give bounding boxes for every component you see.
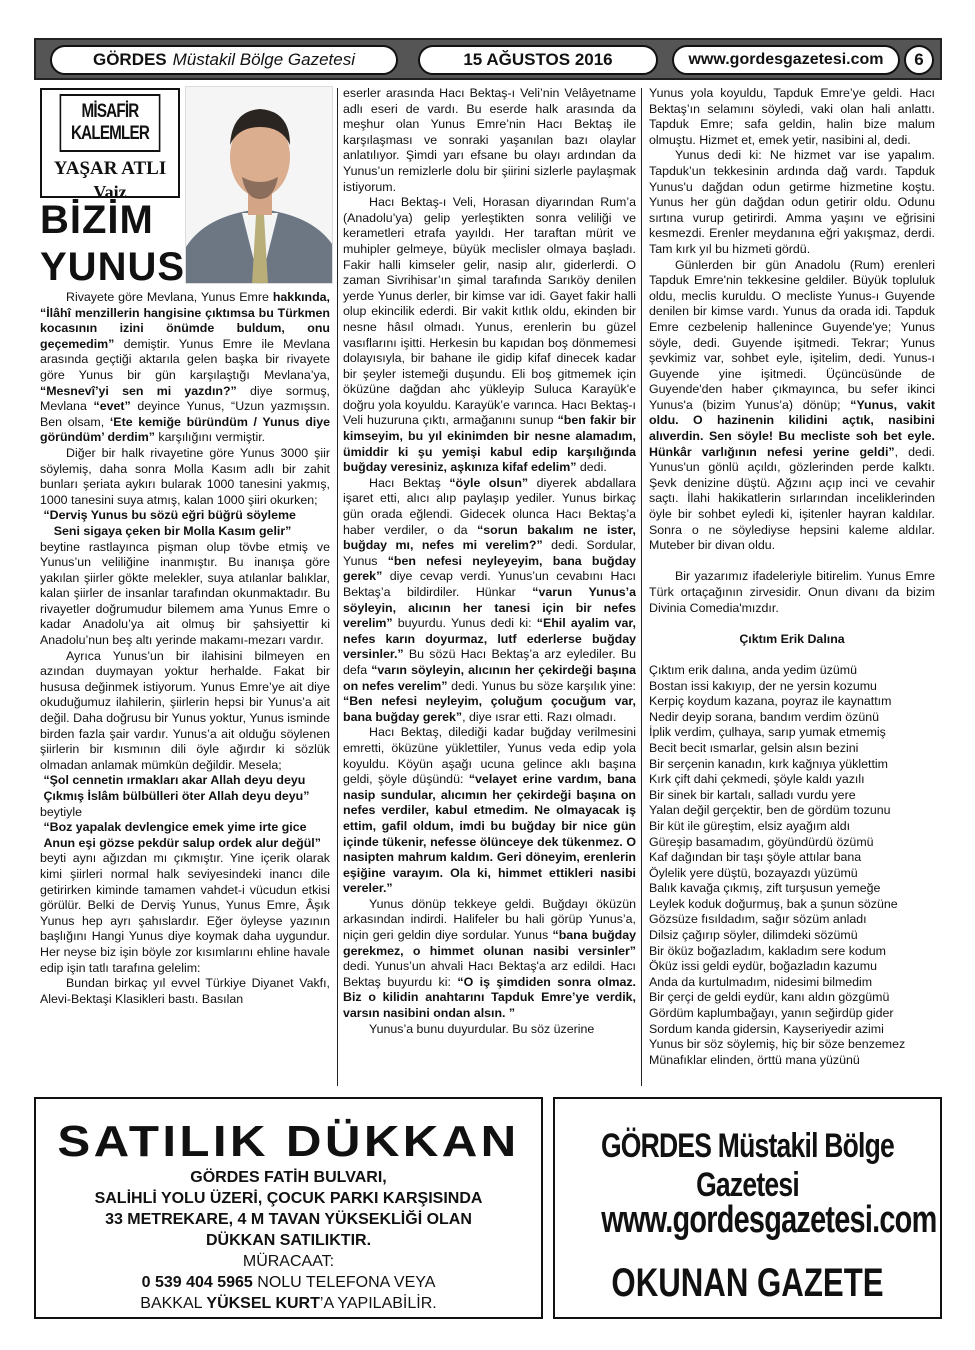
quote: “Derviş Yunus bu sözü eğri büğrü söyleme Seni sigaya çeken bir Molla Kasım gelir” — [40, 508, 296, 538]
byline-box — [40, 88, 180, 202]
ad-text: ’A YAPILABİLİR. — [319, 1295, 437, 1312]
poem-title: Çıktım Erik Dalına — [739, 631, 845, 646]
paper-promo-ad — [553, 1097, 942, 1319]
paragraph: Diğer bir halk rivayetine göre Yunus 3000 şiir söylemiş, daha sonra Molla Kasım adlı bir zahit bunları şeriata aykırı bularak 1000 tanesini yakmış, 1000 tanesini suya atmış, kalan 1000 şiiri okurken; — [40, 445, 330, 507]
promo-paper-name: GÖRDES Müstakil Bölge Gazetesi — [600, 1127, 895, 1204]
paragraph: Rivayete göre Mevlana, Yunus Emre hakkında, “İlâhî menzillerin hangisine çıktımsa bu Türkmen kocasının izini önümde buldum, onu geçemedim” demiştir. Yunus Emre ile Mevlana arasında geçtiği aktarıla gelen başka bir rivayete göre Yunus bir gün karşılaştığı Mevlana’ya, “Mesnevî’yi sen mi yazdın?” diye sormuş, Mevlana “evet” deyince Yunus, “Uzun yazmışsın. Ben olsam, ‘Ete kemiğe büründüm / Yunus diye göründüm’ derdim” karşılığını vermiştir. — [40, 290, 330, 445]
paragraph: Ayrıca Yunus’un bir ilahisini bilmeyen en azından duymayan yoktur herhalde. Fakat bir hususa değinmek istiyorum. Yunus Emre’ye ait diye okuduğumuz ilahilerin, şiirlerin hepsi bir Yunus’a ait değil. Daha doğrusu bir Yunus yoktur, Yunus isminde birden fazla şair vardır. Yunus’a ait olduğu söylenen şiirlerin bir kısmının dili öyle ağırdır ki sözlük olmadan anlamak mümkün değildir. Mesela; — [40, 648, 330, 772]
quote: “Boz yapalak devlengice emek yime irte gice Anun eşi gözse pekdür salup ordek alur değül” — [40, 820, 321, 850]
paper-name-pill — [50, 45, 398, 75]
paragraph: Yunus’a bunu duyurdular. Bu söz üzerine — [369, 1021, 595, 1036]
author-name: YAŞAR ATLI — [53, 158, 167, 179]
article-column-1 — [40, 290, 330, 1086]
ad-line: 33 METREKARE, 4 M TAVAN YÜKSEKLİĞİ OLAN — [105, 1211, 472, 1228]
spacer — [649, 554, 935, 570]
website-pill: www.gordesgazetesi.com — [672, 45, 900, 75]
article-title-line1: BİZİM — [40, 198, 154, 242]
author-role: Vaiz — [93, 182, 127, 202]
page-header — [34, 38, 942, 80]
ad-line: DÜKKAN SATILIKTIR. — [205, 1232, 372, 1249]
promo-website: www.gordesgazetesi.com — [601, 1199, 937, 1241]
ad-contact-name: YÜKSEL KURT — [206, 1295, 320, 1312]
article-title-line2: YUNUS — [40, 245, 186, 289]
paragraph: Yunus yola koyuldu, Tapduk Emre’ye geldi. Hacı Bektaş’ın selamını söyledi, vaki olan hali anlattı. Tapduk Emre; safa geldin, halin bize malum olmuştu. Hizmet et, emek yetir, nasibini al, dedi. — [649, 86, 935, 147]
article-column-3 — [649, 86, 935, 1086]
paragraph: eserler arasında Hacı Bektaş-ı Veli’nin Velâyetname adlı eseri de vardı. Bu eserde halk arasında da meşhur olan Yunus Emre’nin Hacı Bektaş ile karşılaşması ve sonraki yaşanılan bazı olaylar anlatılıyor. Şimdi yarı efsane bu olayı ardından da Yunus’un remizlerle dolu bir şiirini sizlerle paylaşmak istiyorum. — [343, 86, 636, 194]
paragraph: Yunus dönüp tekkeye geldi. Buğdayı öküzün arkasından indirdi. Halifeler bu hali görüp Yunus’a, niçin geri geldin diye sordular. Yunus “bana buğday gerekmez, o himmet olunan nasibi versinler” dedi. Yunus’un ahvali Hacı Bektaş'a arz edildi. Hacı Bektaş buyurdu ki: “O iş şimdiden sonra olmaz. Biz o kilidin anahtarını Tapduk Emre’ye verdik, varsın nasibini ondan alsın. ” — [343, 896, 636, 1021]
paragraph: Yunus dedi ki: Ne hizmet var ise yapalım. Tapduk’un tekkesinin ardında dağ vardı. Tapduk Yunus'u dağdan odun getirme hizmetine koştu. Yunus her gün dağdan odun getirir oldu. Odunu sırtına vurup getirirdi. Amma yaşını ve eğrisini kesmezdi. Erenler meydanına eğri yakışmaz, derdi. Tam kırk yıl bu hizmeti gördü. — [649, 148, 935, 256]
paragraph: beytine rastlayınca pişman olup tövbe etmiş ve Yunus’un veliliğine inanmıştır. Bu inanışa göre yakılan şiirler gökte melekler, suya atılanlar balıklar, kalan şiirler de insanlar tarafından okunmaktadır. Bu rivayetler doğrumudur bilemem ama Yunus Emre o kadar Anadolu’ya ait olmuş bir şahsiyettir ki Anadolu’nun beş altı yerinde makamı-mezarı vardır. — [40, 539, 330, 648]
ad-contact-line — [36, 1272, 541, 1293]
paragraph: beytiyle — [40, 804, 83, 819]
column-divider — [641, 88, 642, 1086]
ad-line: GÖRDES FATİH BULVARI, — [190, 1169, 387, 1186]
ad-phone: 0 539 404 5965 — [141, 1274, 253, 1291]
ad-body — [36, 1167, 541, 1314]
poem: Çıktım erik dalına, anda yedim üzümü Bostan issi kakıyıp, der ne yersin kozumu Kerpiç koydum kazana, poyraz ile kaynattım Nedir deyip sorana, bandım verdim özünü İplik verdim, çulhaya, sarıp yumak etmemiş Becit becit ısmarlar, gelsin alsın bezini Bir serçenin kanadın, kırk kağnıya yüklettim Kırk çift dahi çekmedi, şöyle kaldı yazılı Bir sinek bir kartalı, salladı vurdu yere Yalan değil gerçektir, ben de gördüm tozunu Bir küt ile güreştim, elsiz ayağım aldı Güreşip basamadım, göyündürdü özümü Kaf dağından bir taşı şöyle attılar bana Öylelik yere düştü, bozayazdı yüzümü Balık kavağa çıkmış, zift turşusun yemeğe Leylek koduk doğurmuş, bak a şunun sözüne Gözsüze fısıldadım, sağır sözüm anladı Dilsiz çağırıp söyler, dilimdeki sözümü Bir öküz boğazladım, kakladım sere kodum Öküz issi geldi eydür, boğazladın kazumu Anda da kurtulmadım, nidesimi bilmedim Bir çerçi de geldi eydür, kanı aldın gözgümü Gördüm kaplumbağayı, yanın seğirdüp gider Sordum kanda gidersin, Kayseriyedir azimi Yunus bir söz söylemiş, hiç bir söze benzemez Münafıklar elinden, örttü mana yüzünü — [649, 662, 906, 1067]
ad-line: MÜRACAAT: — [242, 1253, 335, 1270]
paper-name: GÖRDES — [92, 50, 167, 69]
ad-text: BAKKAL — [140, 1295, 207, 1312]
article-column-2 — [343, 86, 636, 1086]
ad-contact-line — [36, 1293, 541, 1314]
paragraph: Hacı Bektaş-ı Veli, Horasan diyarından Rum’a (Anadolu’ya) gelip yerleştikten sonra veliliği ve kerametleri etrafa yayıldı. Her taraftan mürit ve muhipler gelmeye, büyük meclisler olmaya başladı. Fakir halli kimseler gelir, nasip alır, giderlerdi. O zaman Sivrihisar’ın şimal tarafında Sarıköy denilen yerde Yunus derler, bir kimse var idi. Gayet fakir halli olup ekincilik ederdi. Bir vakit kıtlık oldu, ekinden bir nesne hâsıl olmadı. Yunus, erenlerin bu güzel vasıflarını işitti. Herkesin bu kapıdan boş dönmemesi dolayısıyla, bir bahane ile gidip kifaf dinecek kadar bir şeyler istemeği duşundu. Eli boş gitmemek için öküzüne dağdan ahc yükleyip Suluca Karayük'e doğru yola koyuldu. Karayük’e varınca. Hacı Bektaş-ı Veli huzuruna çıktı, armağanını sunup “ben fakir bir kimseyim, bu yıl ekinimden bir nesne alamadım, ümiddir ki şu yemişi kabul edip karşılığında buğday veresiniz, aşkınıza kifaf edelim” dedi. — [343, 195, 636, 475]
paragraph: Hacı Bektaş, dilediği kadar buğday verilmesini emretti, öküzüne yüklettiler, Yunus veda edip yola koyuldu. Köyün aşağı ucuna gelince aklı başına geldi, şöyle düşündü: “velayet erine vardım, bana nasip sundular, alıcımın her çekirdeği başına on nefes verdiler, kabul etmedim. Ne olmayacak iş ettim, gafil oldum, imdi bu buğday bir nice gün içinde tükenir, nefesse ölünceye dek tükenmez. O nasipten mahrum kaldım. Geri döneyim, erenlerin eşiğine varayım. Ola ki, himmet ettikleri nasibi vereler.” — [343, 725, 636, 896]
quote: “Şol cennetin ırmakları akar Allah deyu deyu Çıkmış İslâm bülbülleri öter Allah deyu deyu” — [40, 773, 310, 803]
section-label: MİSAFİR KALEMLER — [60, 94, 161, 152]
paragraph: beyti aynı ağızdan mı çıkmıştır. Yine içerik olarak kimi şiirleri normal halk seviyesindeki inancı dile getirirken kiminde tamamen vahdet-i vücudun etkisi görülür. Belki de Derviş Yunus, Yunus Emre, Âşık Yunus hep ayrı şahıslardır. Eğer öyleyse yazının başlığını Hangi Yunus diye koymak daha uygundur. Her neyse biz işin böyle zor kısımlarını ehline havale edip işin tatlı tarafına gelelim: — [40, 851, 330, 975]
page-number: 6 — [904, 45, 934, 75]
paragraph: Günlerden bir gün Anadolu (Rum) erenleri Tapduk Emre'nin tekkesine geldiler. Büyük topluluk oldu, meclis kuruldu. O mecliste Yunus-ı Guyende denilen bir kimse vardı. Yunus da orada idi. Tapduk Emre cezbelenip hallenince Guyende'ye; Yunus söyle, dedi. Guyende işitmedi. Tekrar; Yunus şevkimiz var, sohbet eyle, işitelim, dedi. Yunus-ı Guyende yine işitmedi. Üçüncüsünde de Guyende'den haber çıkmayınca, bu sefer ikinci Yunus'a (bizim Yunus’a) dönüp; “Yunus, vakit oldu. O hazinenin kilidini açtık, nasibini alıverdin. Sen söyle! Bu mecliste soh bet eyle. Hünkâr varlığının nefesi yerine geldi”, dedi. Yunus'un gönlü açıldı, gözlerinden perde kalktı. Şevk denizine düştü. Ağzını açıp inci ve cevahir saçtı. İlahi hakikatlerin sırlarından inceliklerinden öyle bir sohbet eyledi ki, işitenler hayran kaldılar. Sonra o ne söylediyse hepsini kaleme aldılar. Muteber bir divan oldu. — [649, 257, 935, 553]
shop-for-sale-ad — [34, 1097, 543, 1319]
ad-text: NOLU TELEFONA VEYA — [252, 1274, 436, 1291]
paper-subtitle: Müstakil Bölge Gazetesi — [172, 50, 356, 69]
spacer — [649, 647, 935, 663]
date-pill: 15 AĞUSTOS 2016 — [418, 45, 658, 75]
author-photo — [185, 86, 333, 284]
ad-headline: SATILIK DÜKKAN — [57, 1117, 520, 1166]
author-portrait — [186, 87, 333, 284]
paragraph: Bir yazarımız ifadeleriyle bitirelim. Yunus Emre Türk ortaçağının zirvesidir. Onun divanı da bizim Divinia Comedia'mızdır. — [649, 569, 935, 615]
column-divider — [337, 88, 338, 1086]
paragraph: Hacı Bektaş “öyle olsun” diyerek abdallara işaret etti, alıcı alıp paylaşıp yediler. Yunus birkaç gün orada eğlendi. Gidecek olunca Hacı Bektaş’a haber verdiler, o da “sorun bakalım ne ister, buğday mı, nefes mi verelim?” dedi. Sordular, Yunus “ben nefesi neyleyeyim, bana buğday gerek” diye cevap verdi. Yunus’un cevabını Hacı Bektaş’a bildirdiler. Hünkar “varun Yunus’a söyleyin, alıcının her tanesi için bir nefes verelim” buyurdu. Yunus dedi ki: “Ehil ayalim var, nefes karın doyurmaz, lutf ederlerse buğday versinler.” Bu sözü Hacı Bektaş’a arz eylediler. Bu defa “varın söyleyin, alıcının her çekirdeği başına on nefes verelim” dedi. Yunus bu söze karşılık yine: “Ben nefesi neyleyim, çoluğum çocuğum var, bana buğday gerek”, diye ısrar etti. Razı olmadı. — [343, 475, 636, 724]
spacer — [649, 616, 935, 632]
paragraph: Bundan birkaç yıl evvel Türkiye Diyanet Vakfı, Alevi-Bektaşi Klasikleri bastı. Basılan — [40, 976, 330, 1006]
promo-slogan: OKUNAN GAZETE — [611, 1261, 884, 1305]
ad-line: SALİHLİ YOLU ÜZERİ, ÇOCUK PARKI KARŞISINDA — [94, 1190, 483, 1207]
